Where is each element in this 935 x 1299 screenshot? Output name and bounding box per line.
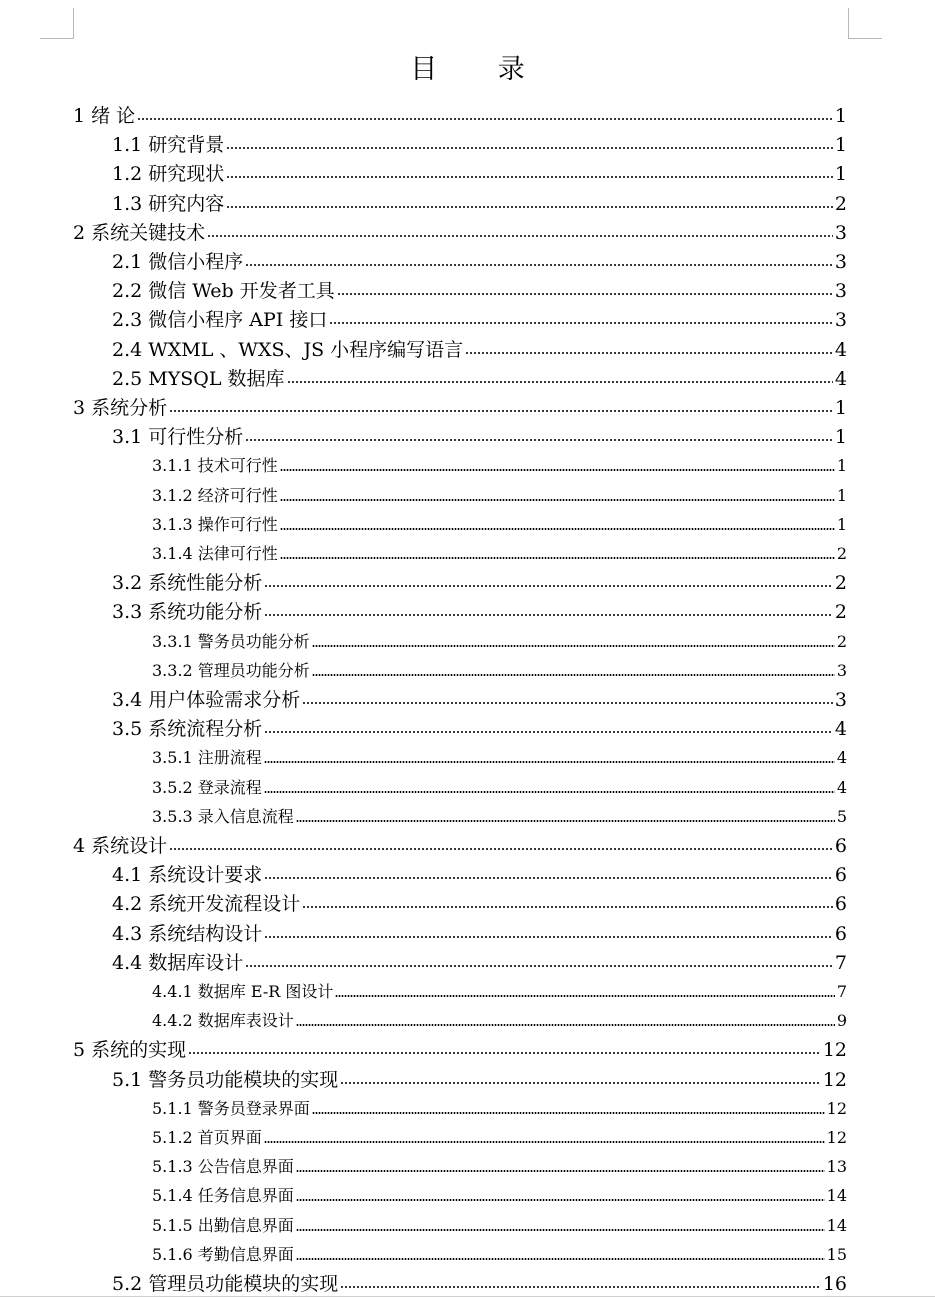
toc-entry[interactable] — [152, 1237, 847, 1266]
dot-leader — [169, 847, 833, 852]
toc-entry-label: 2.3 微信小程序 API 接口 — [112, 309, 328, 332]
toc-entry-page-number: 16 — [822, 1273, 847, 1295]
dot-leader — [169, 409, 833, 414]
toc-entry-page-number: 1 — [834, 397, 847, 419]
toc-entry-label: 5.1 警务员功能模块的实现 — [112, 1068, 339, 1091]
toc-entry-label: 5.1.1 警务员登录界面 — [152, 1098, 310, 1118]
toc-entry-label: 5.1.3 公告信息界面 — [152, 1157, 294, 1177]
toc-entry-page-number: 4 — [834, 367, 847, 390]
toc-entry-label: 1 绪 论 — [73, 105, 136, 127]
dot-leader — [312, 644, 835, 649]
toc-entry-label: 4.2 系统开发流程设计 — [112, 893, 301, 916]
toc-entry-page-number: 2 — [834, 601, 847, 624]
toc-entry-page-number: 12 — [826, 1098, 847, 1118]
toc-entry[interactable] — [112, 916, 847, 945]
toc-entry[interactable] — [112, 332, 847, 361]
dot-leader — [340, 1285, 821, 1290]
toc-entry-page-number: 12 — [822, 1039, 847, 1062]
dot-leader — [207, 234, 833, 239]
toc-entry-label: 4.1 系统设计要求 — [112, 864, 263, 887]
toc-entry[interactable] — [152, 507, 847, 536]
toc-entry-label: 2.5 MYSQL 数据库 — [112, 367, 285, 390]
toc-entry-label: 5.1.6 考勤信息界面 — [152, 1244, 294, 1264]
toc-entry[interactable] — [112, 594, 847, 623]
dot-leader — [245, 263, 833, 268]
toc-entry[interactable] — [152, 624, 847, 653]
toc-entry[interactable] — [112, 857, 847, 886]
toc-entry-label: 3.5 系统流程分析 — [112, 718, 263, 741]
toc-entry[interactable] — [152, 448, 847, 477]
toc-entry[interactable] — [73, 98, 847, 127]
toc-entry-page-number: 1 — [836, 514, 847, 534]
toc-entry-label: 3.1.2 经济可行性 — [152, 485, 278, 505]
toc-entry-label: 2 系统关键技术 — [73, 221, 206, 244]
dot-leader — [245, 438, 833, 443]
toc-title: 目 录 — [410, 54, 551, 85]
toc-entry[interactable] — [152, 799, 847, 828]
toc-entry-page-number: 6 — [834, 835, 847, 857]
toc-entry[interactable] — [152, 478, 847, 507]
toc-entry[interactable] — [112, 156, 847, 185]
toc-entry-page-number: 6 — [834, 922, 847, 945]
toc-entry-label: 3.1 可行性分析 — [112, 426, 244, 449]
toc-entry-label: 1.1 研究背景 — [112, 134, 225, 157]
toc-entry-label: 3.3 系统功能分析 — [112, 601, 263, 624]
toc-entry[interactable] — [112, 302, 847, 331]
toc-entry[interactable] — [73, 828, 847, 857]
toc-entry-label: 2.2 微信 Web 开发者工具 — [112, 280, 335, 303]
dot-leader — [340, 1081, 821, 1086]
toc-entry-label: 4 系统设计 — [73, 835, 168, 857]
toc-entry-label: 3.3.1 警务员功能分析 — [152, 631, 310, 651]
toc-entry-page-number: 4 — [836, 748, 847, 768]
dot-leader — [226, 146, 833, 151]
toc-entry[interactable] — [152, 770, 847, 799]
toc-entry-page-number: 3 — [834, 689, 847, 711]
toc-entry[interactable] — [152, 536, 847, 565]
toc-entry-page-number: 13 — [826, 1157, 847, 1177]
toc-entry-page-number: 2 — [834, 572, 847, 595]
toc-entry[interactable] — [112, 565, 847, 594]
dot-leader — [245, 964, 833, 969]
dot-leader — [264, 760, 835, 765]
dot-leader — [226, 205, 833, 210]
toc-entry-label: 1.2 研究现状 — [112, 163, 225, 186]
toc-entry[interactable] — [152, 1178, 847, 1207]
toc-entry-page-number: 4 — [834, 718, 847, 741]
dot-leader — [302, 905, 833, 910]
crop-mark-top-left — [40, 8, 74, 39]
dot-leader — [280, 527, 835, 532]
dot-leader — [296, 1023, 835, 1028]
toc-entry-page-number: 5 — [836, 806, 847, 826]
toc-entry-page-number: 4 — [834, 338, 847, 361]
toc-entry-label: 5.1.2 首页界面 — [152, 1128, 262, 1147]
toc-entry-page-number: 7 — [836, 982, 847, 1001]
toc-entry-label: 3 系统分析 — [73, 397, 168, 419]
dot-leader — [312, 673, 835, 678]
toc-entry-label: 3.2 系统性能分析 — [112, 572, 263, 595]
toc-entry-label: 4.4.2 数据库表设计 — [152, 1011, 294, 1031]
dot-leader — [296, 1198, 825, 1203]
toc-entry-label: 3.5.1 注册流程 — [152, 748, 262, 768]
toc-entry[interactable] — [112, 361, 847, 390]
toc-entry-page-number: 2 — [836, 544, 847, 563]
toc-entry-page-number: 12 — [822, 1068, 847, 1091]
toc-entry[interactable] — [112, 945, 847, 974]
toc-entry[interactable] — [112, 273, 847, 302]
page-bottom-edge — [0, 1296, 935, 1297]
dot-leader — [137, 117, 833, 122]
dot-leader — [302, 701, 833, 706]
toc-entry-label: 5.2 管理员功能模块的实现 — [112, 1273, 339, 1295]
toc-entry[interactable] — [73, 390, 847, 419]
toc-entry-page-number: 2 — [836, 631, 847, 651]
toc-entry-page-number: 14 — [826, 1186, 847, 1206]
dot-leader — [264, 1140, 825, 1145]
toc-entry-page-number: 7 — [834, 951, 847, 974]
toc-entry-page-number: 2 — [834, 192, 847, 215]
dot-leader — [264, 935, 833, 940]
dot-leader — [280, 498, 835, 503]
dot-leader — [280, 468, 835, 473]
toc-entry-page-number: 9 — [836, 1011, 847, 1031]
toc-entry-label: 4.4 数据库设计 — [112, 951, 244, 974]
dot-leader — [264, 613, 833, 618]
dot-leader — [280, 556, 835, 561]
toc-entry[interactable] — [152, 653, 847, 682]
toc-entry-label: 2.1 微信小程序 — [112, 251, 244, 273]
toc-entry-page-number: 1 — [834, 105, 847, 127]
toc-entry-label: 5.1.4 任务信息界面 — [152, 1186, 294, 1206]
toc-entry[interactable] — [112, 886, 847, 915]
toc-entry-label: 3.1.4 法律可行性 — [152, 544, 278, 563]
crop-mark-top-right — [848, 8, 882, 39]
toc-entry[interactable] — [152, 974, 847, 1003]
toc-entry[interactable] — [112, 711, 847, 740]
toc-entry[interactable] — [112, 186, 847, 215]
toc-entry-page-number: 15 — [826, 1244, 847, 1264]
toc-entry-label: 4.3 系统结构设计 — [112, 922, 263, 945]
toc-entry[interactable] — [73, 1032, 847, 1061]
toc-entry-page-number: 1 — [834, 426, 847, 449]
toc-entry[interactable] — [73, 215, 847, 244]
dot-leader — [337, 292, 833, 297]
toc-entry-label: 3.5.2 登录流程 — [152, 777, 262, 797]
dot-leader — [188, 1051, 821, 1056]
toc-entry[interactable] — [152, 1003, 847, 1032]
toc-entry-label: 3.3.2 管理员功能分析 — [152, 660, 310, 680]
toc-entry-page-number: 12 — [826, 1128, 847, 1147]
toc-entry-page-number: 1 — [834, 163, 847, 186]
dot-leader — [287, 380, 833, 385]
dot-leader — [335, 994, 834, 999]
toc-entry[interactable] — [112, 419, 847, 448]
toc-entry-page-number: 1 — [836, 456, 847, 476]
dot-leader — [465, 351, 833, 356]
toc-entry-page-number: 3 — [836, 660, 847, 680]
toc-entry-page-number: 14 — [826, 1215, 847, 1235]
dot-leader — [312, 1111, 825, 1116]
toc-entry[interactable] — [152, 740, 847, 769]
toc-entry[interactable] — [112, 1062, 847, 1091]
toc-entry-page-number: 3 — [834, 309, 847, 332]
toc-entry-page-number: 4 — [836, 777, 847, 797]
toc-entry-page-number: 3 — [834, 221, 847, 244]
dot-leader — [264, 876, 833, 881]
toc-entry-label: 4.4.1 数据库 E-R 图设计 — [152, 982, 334, 1001]
toc-entry-page-number: 6 — [834, 864, 847, 887]
toc-entry[interactable] — [152, 1120, 847, 1149]
toc-entry[interactable] — [112, 1266, 847, 1295]
dot-leader — [296, 819, 835, 824]
dot-leader — [296, 1228, 825, 1233]
toc-entry[interactable] — [152, 1208, 847, 1237]
dot-leader — [296, 1169, 825, 1174]
toc-entry-label: 1.3 研究内容 — [112, 192, 225, 215]
toc-entry-page-number: 3 — [834, 280, 847, 303]
toc-entry-page-number: 1 — [834, 134, 847, 157]
dot-leader — [264, 730, 833, 735]
toc-entry-label: 5.1.5 出勤信息界面 — [152, 1215, 294, 1235]
toc-entry-label: 3.4 用户体验需求分析 — [112, 689, 301, 711]
toc-entry[interactable] — [152, 1149, 847, 1178]
dot-leader — [226, 175, 833, 180]
toc-entry-label: 3.1.1 技术可行性 — [152, 456, 278, 476]
toc-entry[interactable] — [152, 1091, 847, 1120]
toc-entry-label: 2.4 WXML 、WXS、JS 小程序编写语言 — [112, 338, 464, 361]
toc-entry-label: 3.1.3 操作可行性 — [152, 514, 278, 534]
toc-entry[interactable] — [112, 127, 847, 156]
dot-leader — [296, 1257, 825, 1262]
toc-entry-label: 3.5.3 录入信息流程 — [152, 806, 294, 826]
toc-entry-page-number: 1 — [836, 485, 847, 505]
dot-leader — [264, 584, 833, 589]
toc-entry-label: 5 系统的实现 — [73, 1039, 187, 1062]
toc-entry-page-number: 3 — [834, 251, 847, 273]
toc-entry-page-number: 6 — [834, 893, 847, 916]
toc-entry[interactable] — [112, 682, 847, 711]
toc-entry[interactable] — [112, 244, 847, 273]
dot-leader — [329, 321, 833, 326]
dot-leader — [264, 790, 835, 795]
